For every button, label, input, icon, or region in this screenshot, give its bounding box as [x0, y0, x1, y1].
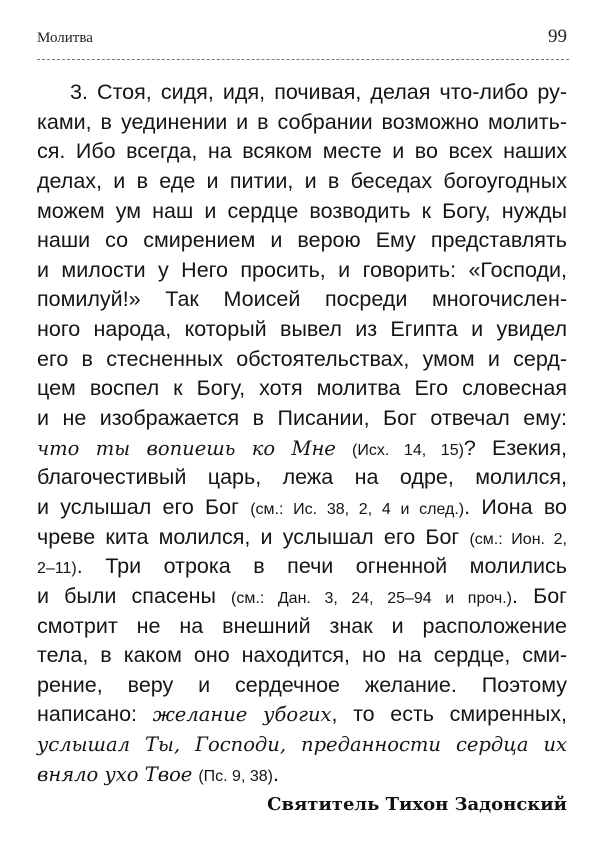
text-line: [37, 760, 567, 790]
text-line: [37, 78, 567, 108]
page-number: 99: [548, 26, 567, 47]
text-line: [37, 434, 567, 464]
scripture-quote: что ты вопиешь ко Мне: [37, 436, 336, 460]
text-segment: .: [272, 761, 279, 786]
text-segment: тела, в каком оно находится, но на сердце, сми-: [37, 643, 567, 668]
header-rule: [37, 59, 569, 60]
text-segment: написано:: [37, 702, 153, 727]
scripture-quote: вняло ухо Твое: [37, 762, 193, 786]
scripture-reference: (см.: Ион. 2,: [469, 530, 567, 548]
text-line: [37, 700, 567, 730]
text-line: [37, 315, 567, 345]
scripture-reference: 2–11): [37, 560, 77, 578]
text-segment: наши со смирением и верою Ему представлять: [37, 228, 567, 253]
text-segment: . Бог: [512, 583, 568, 608]
text-line: [37, 612, 567, 642]
text-segment: [336, 436, 352, 460]
text-segment: ? Езекия,: [463, 435, 567, 460]
text-line: [37, 582, 567, 612]
text-segment: цем воспел к Богу, хотя молитва Его словесная: [37, 376, 567, 401]
text-line: [37, 137, 567, 167]
text-segment: . Три отрока в печи огненной молились: [76, 554, 567, 579]
scripture-reference: (см.: Ис. 38, 2, 4 и след.): [250, 500, 465, 518]
text-segment: ного народа, который вывел из Египта и увидел: [37, 317, 567, 342]
text-segment: благочестивый царь, лежа на одре, молился,: [37, 465, 567, 490]
text-line: [37, 463, 567, 493]
text-segment: . Иона во: [464, 494, 567, 519]
text-line: [37, 493, 567, 523]
text-line: [37, 226, 567, 256]
text-segment: и услышал его Бог: [37, 494, 251, 519]
text-line: [37, 404, 567, 434]
text-segment: помилуй!» Так Моисей посреди многочислен-: [37, 287, 567, 312]
text-segment: рение, веру и сердечное желание. Поэтому: [37, 672, 567, 697]
text-line: [37, 523, 567, 553]
author-signature: Святитель Тихон Задонский: [267, 794, 567, 815]
text-line: [37, 108, 567, 138]
text-segment: делах, и в еде и питии, и в беседах богоугодных: [37, 168, 567, 193]
text-line: [37, 730, 567, 760]
text-line: [37, 197, 567, 227]
body-text: [37, 78, 567, 789]
scripture-reference: (Пс. 9, 38): [198, 767, 273, 785]
text-line: [37, 552, 567, 582]
scripture-quote: услышал Ты, Господи, преданности сердца их: [37, 733, 567, 757]
text-segment: его в стесненных обстоятельствах, умом и серд-: [37, 346, 567, 371]
text-line: [37, 641, 567, 671]
text-line: [37, 345, 567, 375]
text-segment: и не изображается в Писании, Бог отвечал ему:: [37, 406, 567, 431]
text-segment: ся. Ибо всегда, на всяком месте и во всех наших: [37, 139, 567, 164]
scripture-reference: (см.: Дан. 3, 24, 25–94 и проч.): [231, 589, 513, 607]
text-line: [37, 374, 567, 404]
text-line: [37, 671, 567, 701]
text-line: [37, 167, 567, 197]
text-segment: ками, в уединении и в собрании возможно молить-: [37, 109, 567, 134]
text-segment: чреве кита молился, и услышал его Бог: [37, 524, 470, 549]
text-segment: и были спасены: [37, 583, 232, 608]
text-segment: , то есть смиренных,: [331, 702, 567, 727]
scripture-quote: желание убогих: [152, 703, 332, 727]
text-line: [37, 285, 567, 315]
text-segment: 3. Стоя, сидя, идя, почивая, делая что-либо ру-: [70, 80, 567, 104]
scripture-reference: (Исх. 14, 15): [352, 441, 464, 459]
text-line: [37, 256, 567, 286]
running-title: Молитва: [37, 30, 93, 46]
text-segment: смотрит не на внешний знак и расположение: [37, 613, 567, 638]
text-segment: можем ум наш и сердце возводить к Богу, нужды: [37, 198, 567, 223]
text-segment: и милости у Него просить, и говорить: «Господи,: [37, 257, 567, 282]
